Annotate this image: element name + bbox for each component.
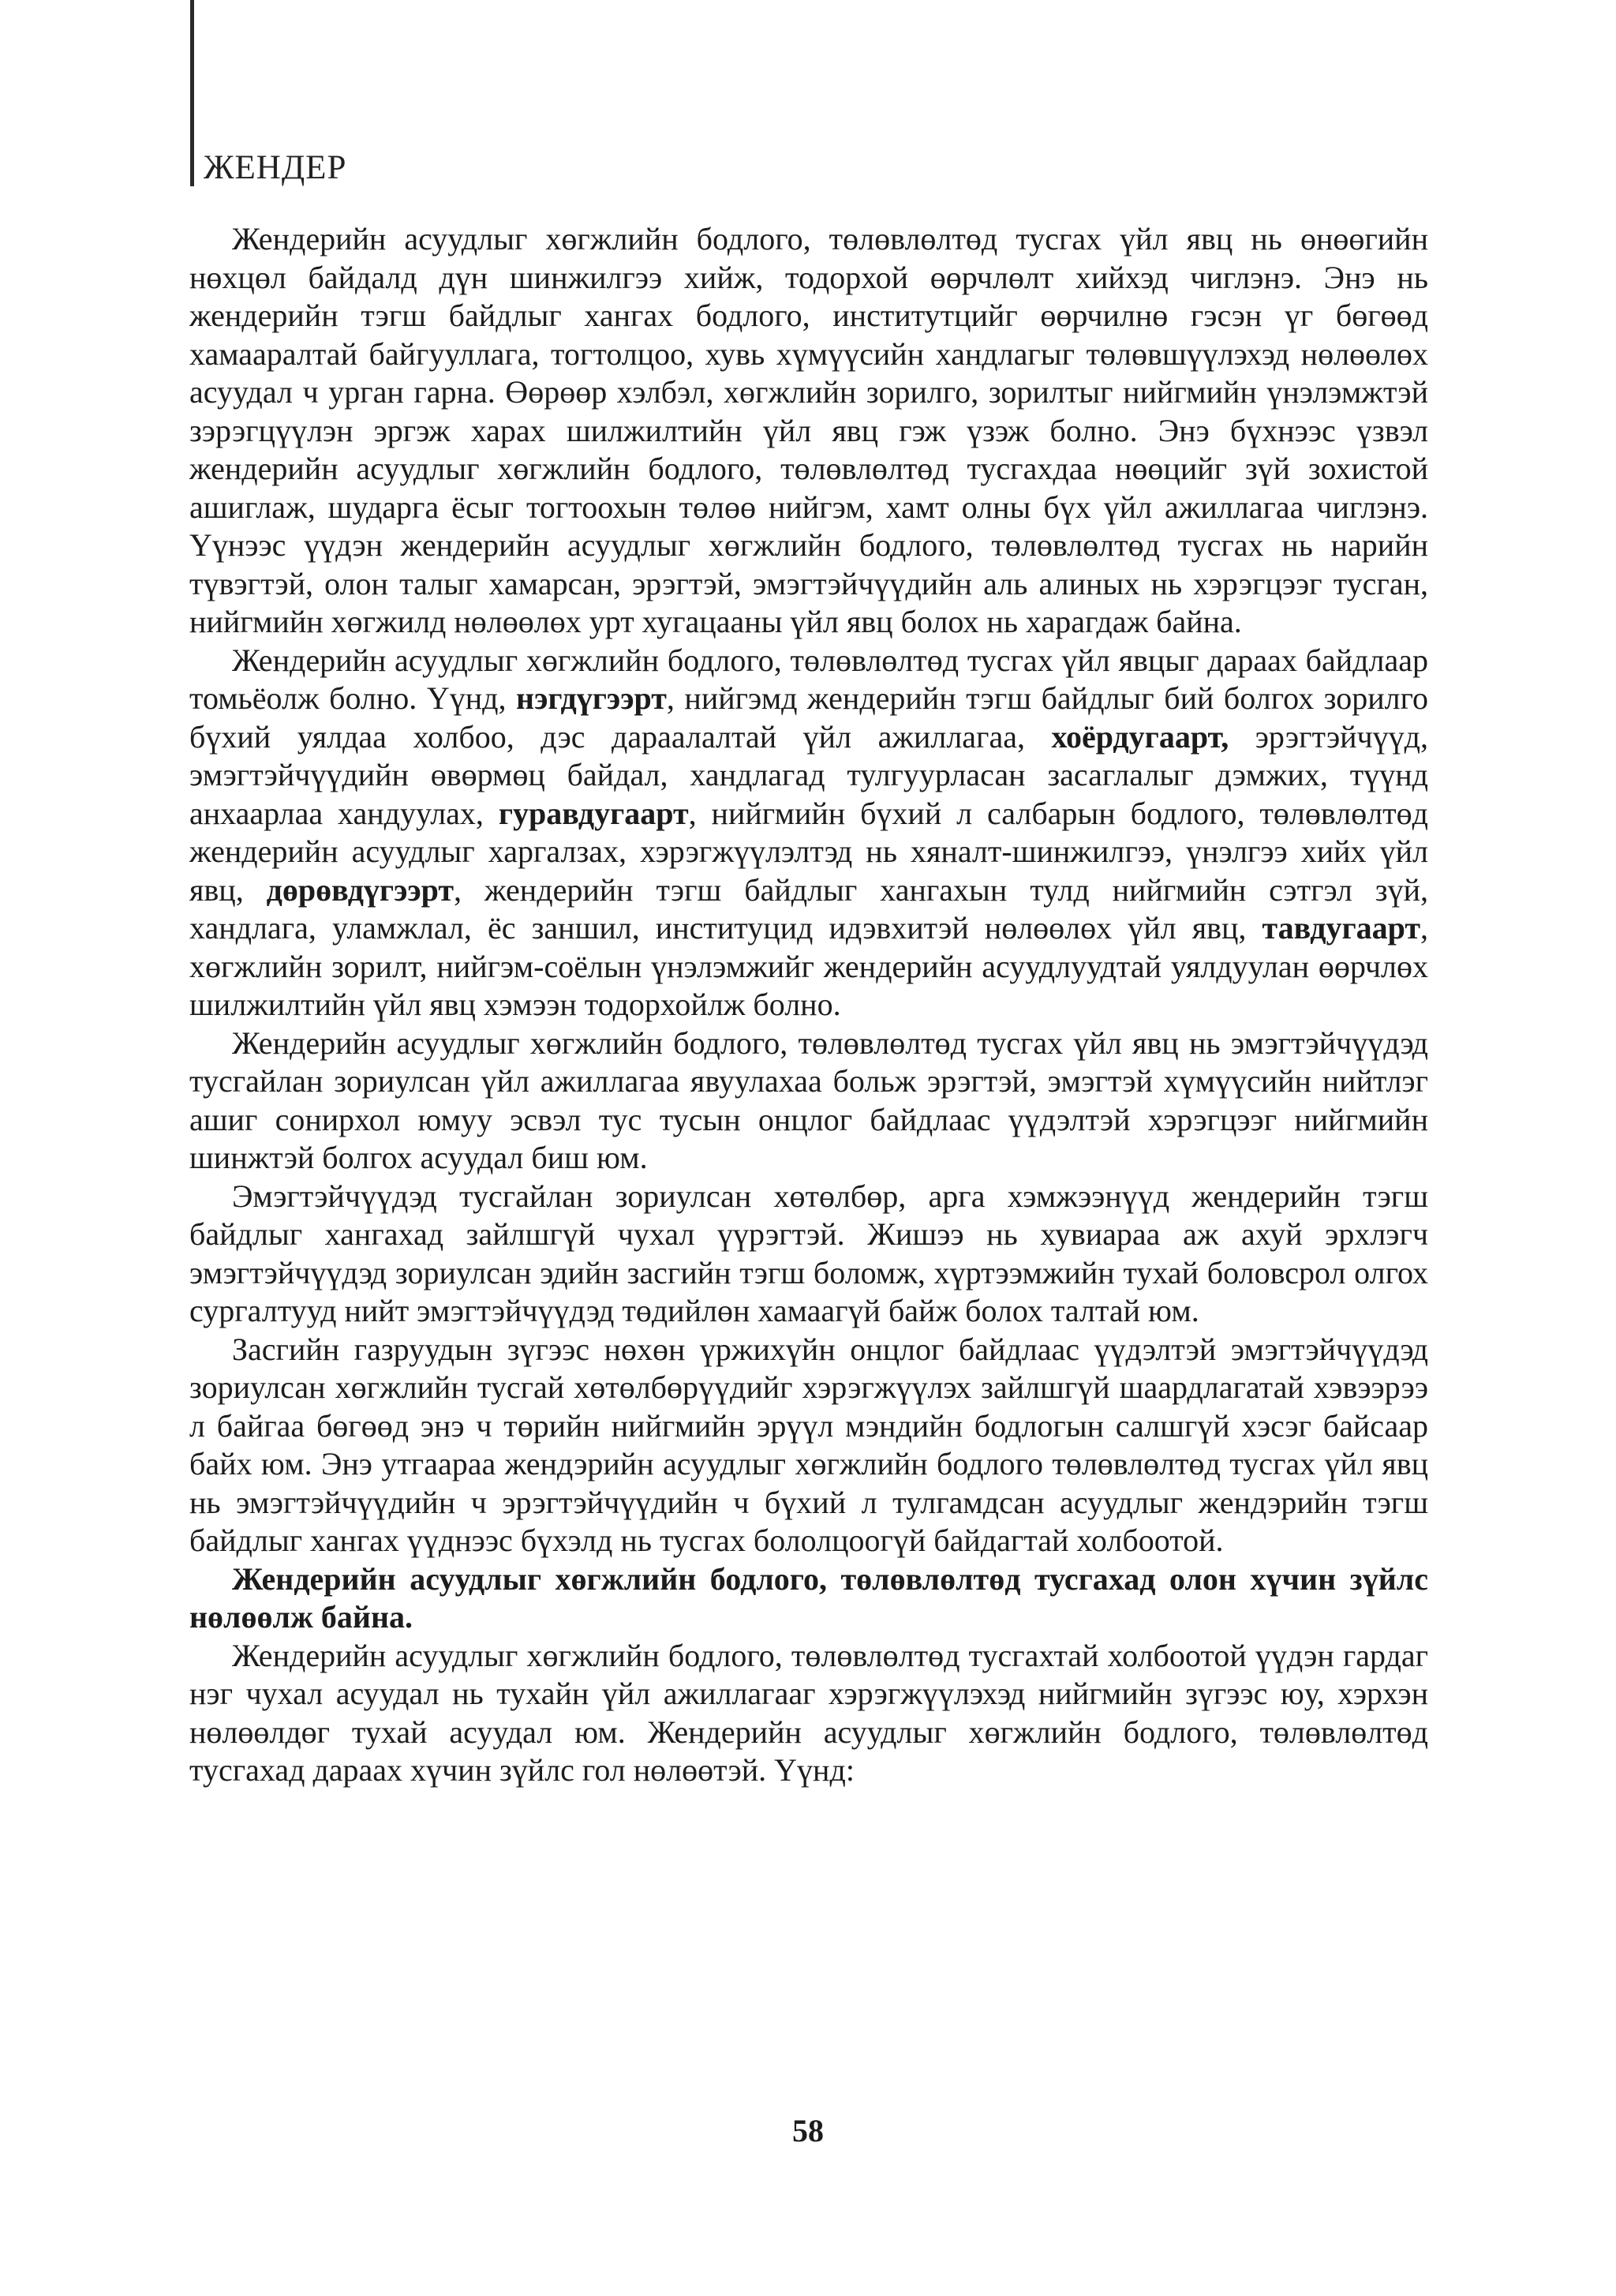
- section-heading: Жендерийн асуудлыг хөгжлийн бодлого, төлөвлөлтөд тусгахад олон хүчин зүйлс нөлөөлж байна.: [189, 1560, 1428, 1635]
- paragraph-2-text: эрэгтэйчүүд, эмэгтэйчүүдийн өвөрмөц байдал, хандлагад тулгуурласан засаглалыг дэмжих, түүнд анхаарлаа хандуулах,: [189, 718, 1428, 831]
- paragraph-2: [189, 642, 1428, 1024]
- keyword-first: нэгдүгээрт: [516, 680, 667, 716]
- paragraph-6: Жендерийн асуудлыг хөгжлийн бодлого, төлөвлөлтөд тусгахтай холбоотой үүдэн гардаг нэг чухал асуудал нь тухайн үйл ажиллагааг хэрэгжүүлэхэд нийгмийн зүгээс юу, хэрхэн нөлөөлдөг тухай асуудал юм. Жендерийн асуудлыг хөгжлийн бодлого, төлөвлөлтөд тусгахад дараах хүчин зүйлс гол нөлөөтэй. Үүнд:: [189, 1637, 1428, 1788]
- keyword-fourth: дөрөвдүгээрт: [266, 871, 454, 908]
- keyword-third: гуравдугаарт: [498, 795, 689, 831]
- paragraph-2-text: , хөгжлийн зорилт, нийгэм-соёлын үнэлэмжийг жендерийн асуудлуудтай уялдуулан өөрчлөх шилжилтийн үйл явц хэмээн тодорхойлж болно.: [189, 910, 1428, 1022]
- paragraph-2-text: , нийгэмд жендерийн тэгш байдлыг бий болгох зорилго бүхий уялдаа холбоо, дэс дараалалтай үйл ажиллагаа,: [189, 680, 1429, 755]
- keyword-second: хоёрдугаарт,: [1051, 718, 1229, 755]
- running-head: ЖЕНДЕР: [204, 149, 347, 186]
- paragraph-4: Эмэгтэйчүүдэд тусгайлан зориулсан хөтөлбөр, арга хэмжээнүүд жендерийн тэгш байдлыг хангахад зайлшгүй чухал үүрэгтэй. Жишээ нь хувиараа аж ахуй эрхлэгч эмэгтэйчүүдэд зориулсан эдийн засгийн тэгш боломж, хүртээмжийн тухай боловсрол олгох сургалтууд нийт эмэгтэйчүүдэд төдийлөн хамаагүй байж болох талтай юм.: [189, 1178, 1428, 1328]
- running-head-rule: [190, 0, 194, 186]
- paragraph-2-text: Жендерийн асуудлыг хөгжлийн бодлого, төлөвлөлтөд тусгах үйл явцыг дараах байдлаар томьёолж болно. Үүнд,: [189, 642, 1428, 716]
- page-number: 58: [792, 2113, 824, 2148]
- body-text: [189, 220, 1428, 1790]
- paragraph-3: Жендерийн асуудлыг хөгжлийн бодлого, төлөвлөлтөд тусгах үйл явц нь эмэгтэйчүүдэд тусгайлан зориулсан үйл ажиллагаа явуулахаа больж эрэгтэй, эмэгтэй хүмүүсийн нийтлэг ашиг сонирхол юмуу эсвэл тус тусын онцлог байдлаас үүдэлтэй хэрэгцээг нийгмийн шинжтэй болгох асуудал биш юм.: [189, 1024, 1428, 1175]
- paragraph-1: Жендерийн асуудлыг хөгжлийн бодлого, төлөвлөлтөд тусгах үйл явц нь өнөөгийн нөхцөл байдалд дүн шинжилгээ хийж, тодорхой өөрчлөлт хийхэд чиглэнэ. Энэ нь жендерийн тэгш байдлыг хангах бодлого, институтцийг өөрчилнө гэсэн үг бөгөөд хамааралтай байгууллага, тогтолцоо, хувь хүмүүсийн хандлагыг төлөвшүүлэхэд нөлөөлөх асуудал ч урган гарна. Өөрөөр хэлбэл, хөгжлийн зорилго, зорилтыг нийгмийн үнэлэмжтэй зэрэгцүүлэн эргэж харах шилжилтийн үйл явц гэж үзэж болно. Энэ бүхнээс үзвэл жендерийн асуудлыг хөгжлийн бодлого, төлөвлөлтөд тусгахдаа нөөцийг зүй зохистой ашиглаж, шударга ёсыг тогтоохын төлөө нийгэм, хамт олны бүх үйл ажиллагаа чиглэнэ. Үүнээс үүдэн жендерийн асуудлыг хөгжлийн бодлого, төлөвлөлтөд тусгах нь нарийн түвэгтэй, олон талыг хамарсан, эрэгтэй, эмэгтэйчүүдийн аль алиных нь хэрэгцээг тусган, нийгмийн хөгжилд нөлөөлөх урт хугацааны үйл явц болох нь харагдаж байна.: [189, 221, 1428, 639]
- paragraph-2-text: , нийгмийн бүхий л салбарын бодлого, төлөвлөлтөд жендерийн асуудлыг харгалзах, хэрэгжүүлэлтэд нь хяналт-шинжилгээ, үнэлгээ хийх үйл явц,: [189, 795, 1428, 908]
- keyword-fifth: тавдугаарт: [1262, 910, 1420, 946]
- paragraph-5: Засгийн газруудын зүгээс нөхөн үржихүйн онцлог байдлаас үүдэлтэй эмэгтэйчүүдэд зориулсан хөгжлийн тусгай хөтөлбөрүүдийг хэрэгжүүлэх зайлшгүй шаардлагатай хэвээрээ л байгаа бөгөөд энэ ч төрийн нийгмийн эрүүл мэндийн бодлогын салшгүй хэсэг байсаар байх юм. Энэ утгаараа жендэрийн асуудлыг хөгжлийн бодлого төлөвлөлтөд тусгах үйл явц нь эмэгтэйчүүдийн ч эрэгтэйчүүдийн ч бүхий л тулгамдсан асуудлыг жендэрийн тэгш байдлыг хангах үүднээс бүхэлд нь тусгах бололцоогүй байдагтай холбоотой.: [189, 1331, 1428, 1558]
- paragraph-2-text: , жендерийн тэгш байдлыг хангахын тулд нийгмийн сэтгэл зүй, хандлага, уламжлал, ёс заншил, институцид идэвхитэй нөлөөлөх үйл явц,: [189, 871, 1428, 946]
